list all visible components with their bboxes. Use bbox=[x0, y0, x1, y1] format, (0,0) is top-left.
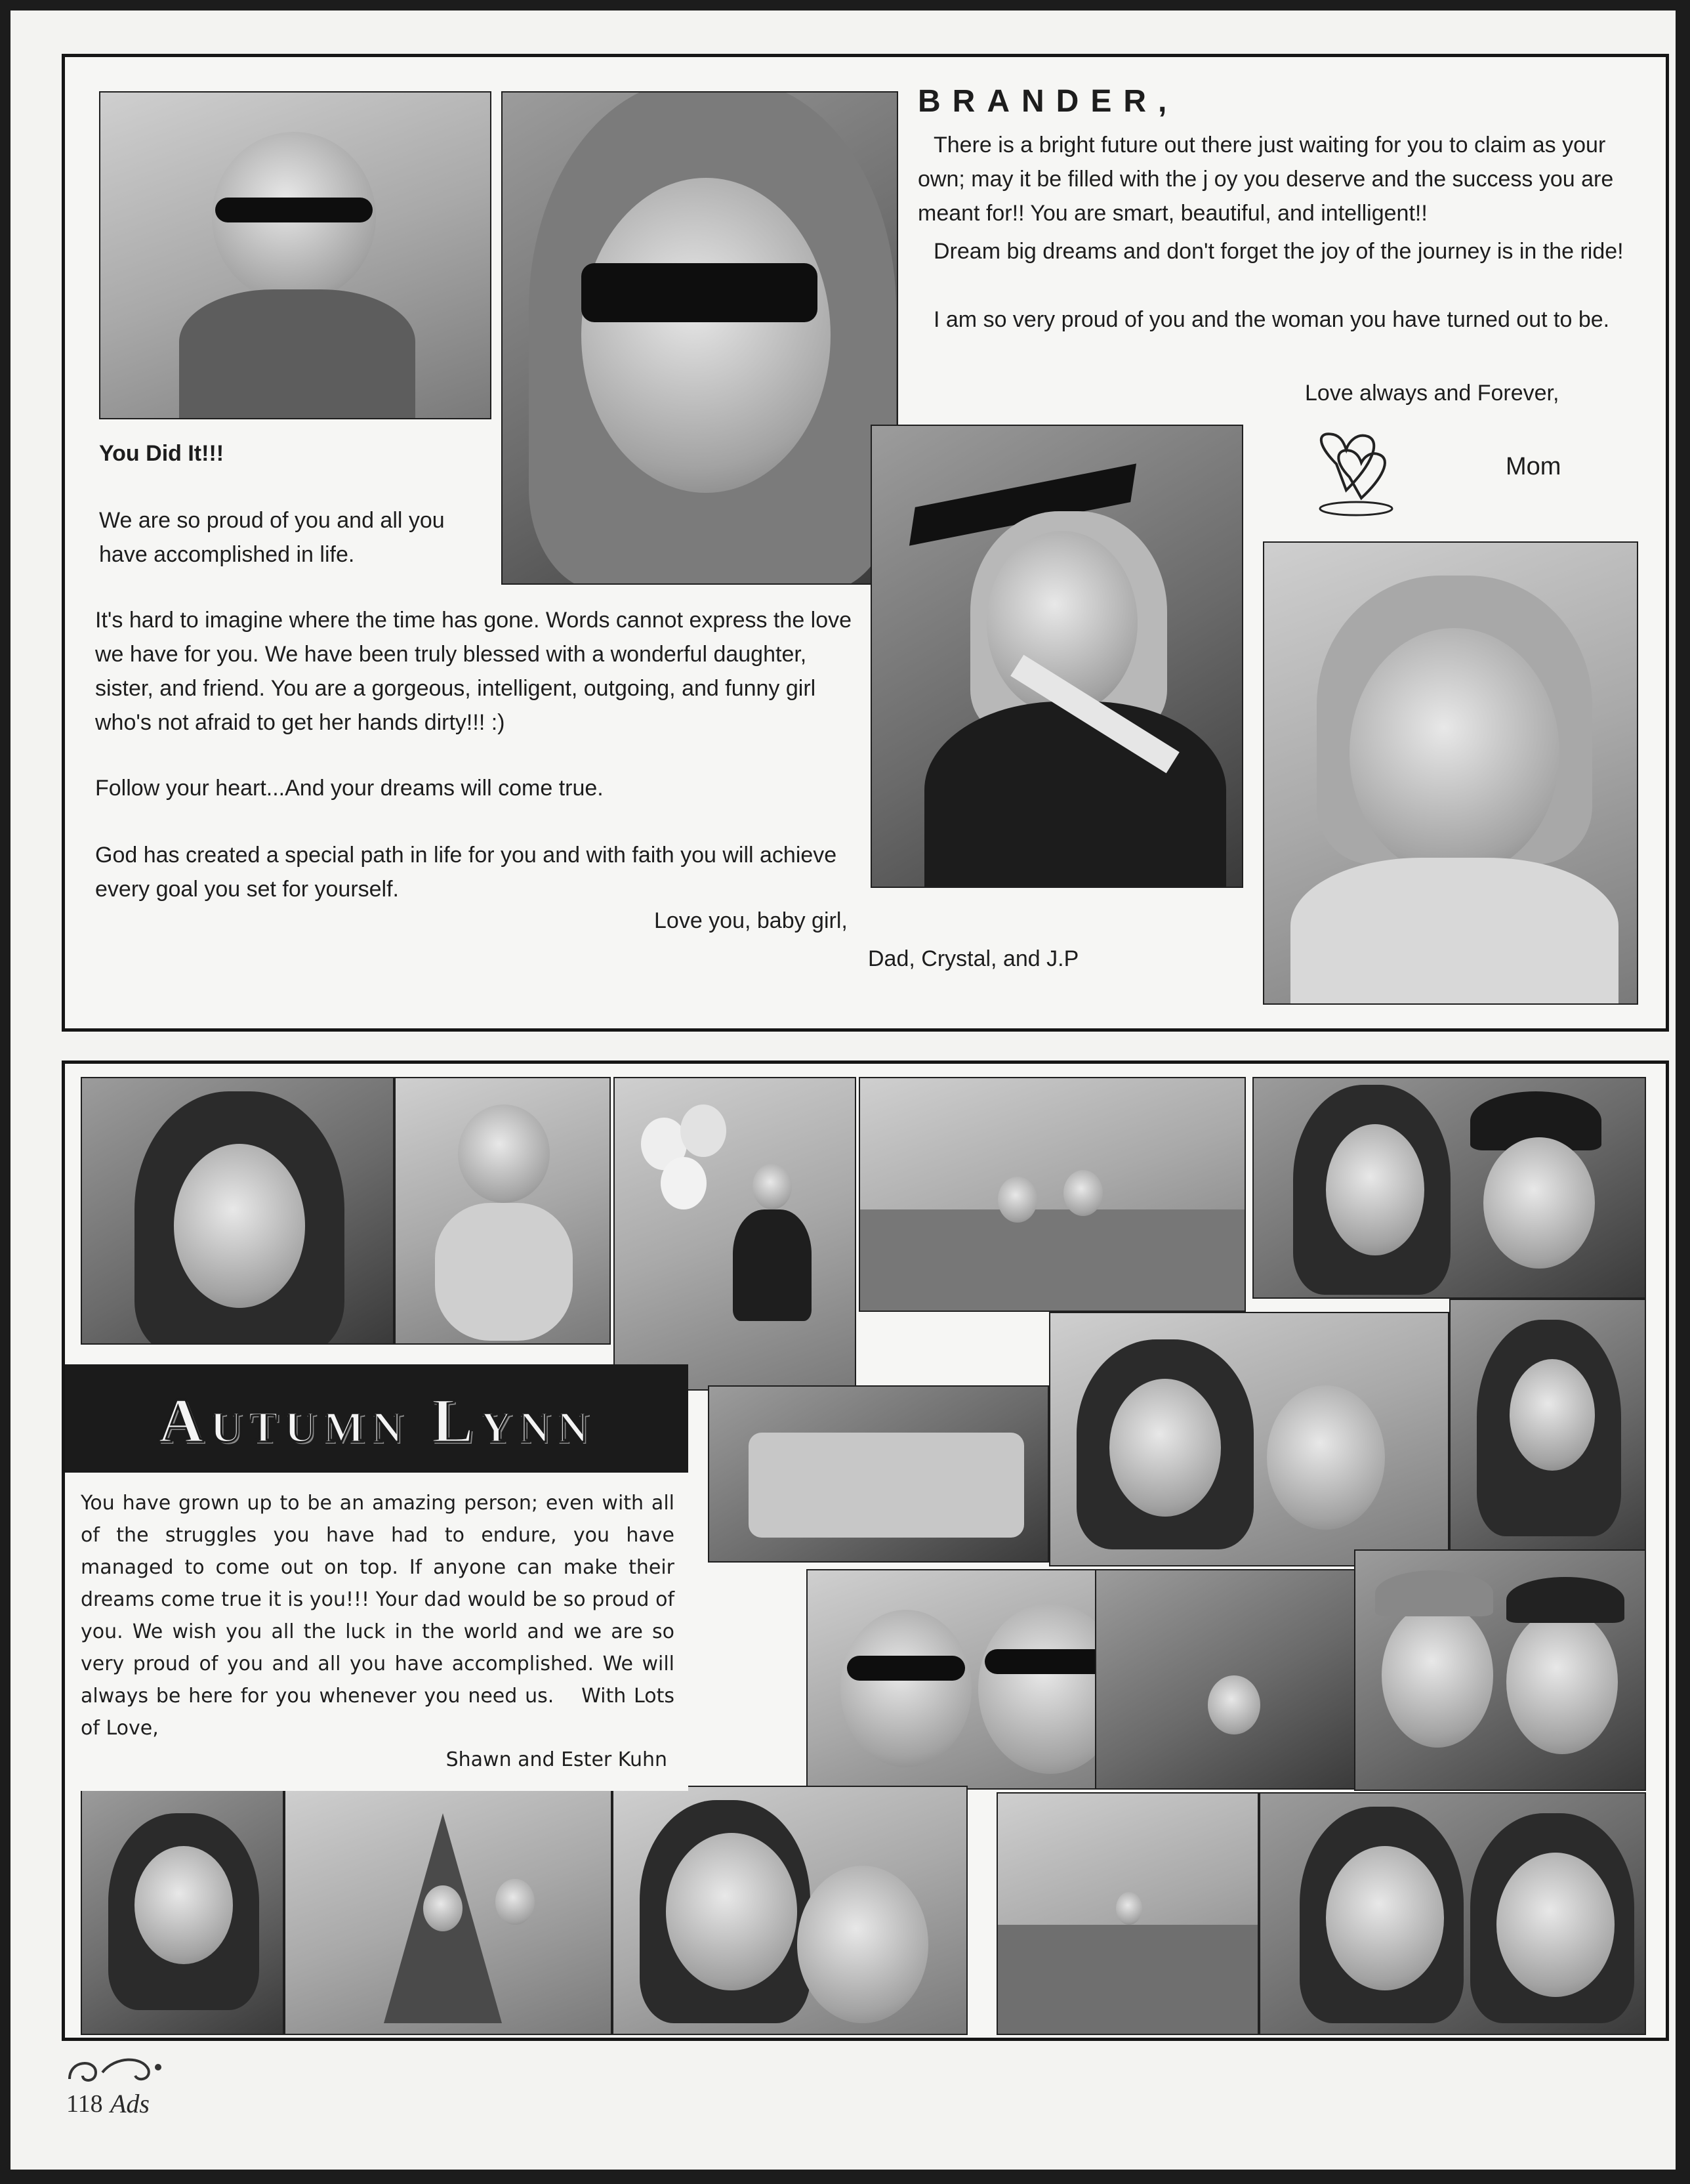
softball-friends-photo bbox=[1354, 1549, 1646, 1791]
autumn-closing: With Lots of Love, bbox=[81, 1685, 674, 1740]
yearbook-page bbox=[10, 10, 1676, 2170]
selfie-couple-photo bbox=[1049, 1312, 1449, 1566]
autumn-lynn-ad-panel bbox=[62, 1060, 1669, 2041]
dad-letter-paragraph-4: God has created a special path in life for you and with faith you will achieve every goal you set for yourself. bbox=[95, 843, 837, 902]
mother-daughter-photo bbox=[1259, 1792, 1646, 2035]
graduation-photo bbox=[871, 425, 1243, 888]
autumn-signature: Shawn and Ester Kuhn bbox=[445, 1748, 667, 1771]
little-girl-photo bbox=[1263, 541, 1638, 1005]
dad-letter-signature: Dad, Crystal, and J.P bbox=[868, 946, 1079, 971]
dad-letter-paragraph-2: It's hard to imagine where the time has gone. Words cannot express the love we have for you. We have been truly blessed with a wonderful daughter, sister, and friend. You are a gorgeous, intelligent, outgoing, and funny girl who's not afraid to get her hands dirty!!! :) bbox=[95, 608, 852, 735]
autumn-message bbox=[81, 1487, 674, 1744]
young-girl-photo bbox=[81, 1786, 284, 2035]
mom-letter-paragraph-2: Dream big dreams and don't forget the joy of the journey is in the ride! bbox=[934, 239, 1624, 264]
flourish-icon bbox=[63, 2053, 181, 2092]
mom-signature: Mom bbox=[1506, 453, 1561, 480]
section-label: Ads bbox=[110, 2089, 150, 2118]
curly-hair-photo bbox=[1449, 1299, 1646, 1566]
baby-sunglasses-photo bbox=[99, 91, 491, 419]
outdoor-grass-photo bbox=[997, 1792, 1259, 2035]
dad-letter-paragraph-1: We are so proud of you and all you have accomplished in life. bbox=[99, 508, 445, 567]
couple-hat-photo bbox=[1252, 1077, 1646, 1299]
page-number: 118 bbox=[66, 2090, 103, 2118]
mom-letter-paragraph-1: There is a bright future out there just waiting for you to claim as your own; may it be filled with the j oy you deserve and the success you are meant for!! You are smart, beautiful, and intelligent!! bbox=[918, 133, 1614, 226]
dad-letter-heading: You Did It!!! bbox=[99, 441, 224, 466]
portrait-photo bbox=[81, 1077, 394, 1345]
sisters-selfie-photo bbox=[612, 1786, 968, 2035]
dad-letter-paragraph-3: Follow your heart...And your dreams will come true. bbox=[95, 776, 604, 801]
brander-title: BRANDER, bbox=[918, 84, 1179, 119]
hearts-icon bbox=[1310, 425, 1402, 523]
autumn-message-box bbox=[65, 1473, 688, 1791]
christmas-tree-photo bbox=[284, 1786, 612, 2035]
autumn-message-body: You have grown up to be an amazing person; even with all of the struggles you have had to endure, you have managed to come out on top. If anyone can make their dreams come true it is you!!! Your dad would be so proud of you. We wish you all the luck in the world and we are so very proud of you and all you have accomplished. We will always be here for you whenever you need us. bbox=[81, 1492, 674, 1708]
balloons-doll-photo bbox=[613, 1077, 856, 1391]
swimming-photo bbox=[1095, 1569, 1357, 1790]
dad-letter-closing: Love you, baby girl, bbox=[654, 908, 848, 933]
sleeping-photo bbox=[708, 1385, 1049, 1563]
mom-letter-closing: Love always and Forever, bbox=[1305, 381, 1559, 406]
autumn-lynn-banner bbox=[65, 1364, 688, 1473]
brander-ad-panel bbox=[62, 54, 1669, 1032]
girl-sunglasses-photo bbox=[501, 91, 898, 585]
autumn-lynn-title: Autumn Lynn bbox=[158, 1385, 595, 1456]
mom-letter-paragraph-3: I am so very proud of you and the woman you have turned out to be. bbox=[934, 307, 1610, 332]
kids-on-car-photo bbox=[859, 1077, 1246, 1312]
newborn-photo bbox=[394, 1077, 611, 1345]
